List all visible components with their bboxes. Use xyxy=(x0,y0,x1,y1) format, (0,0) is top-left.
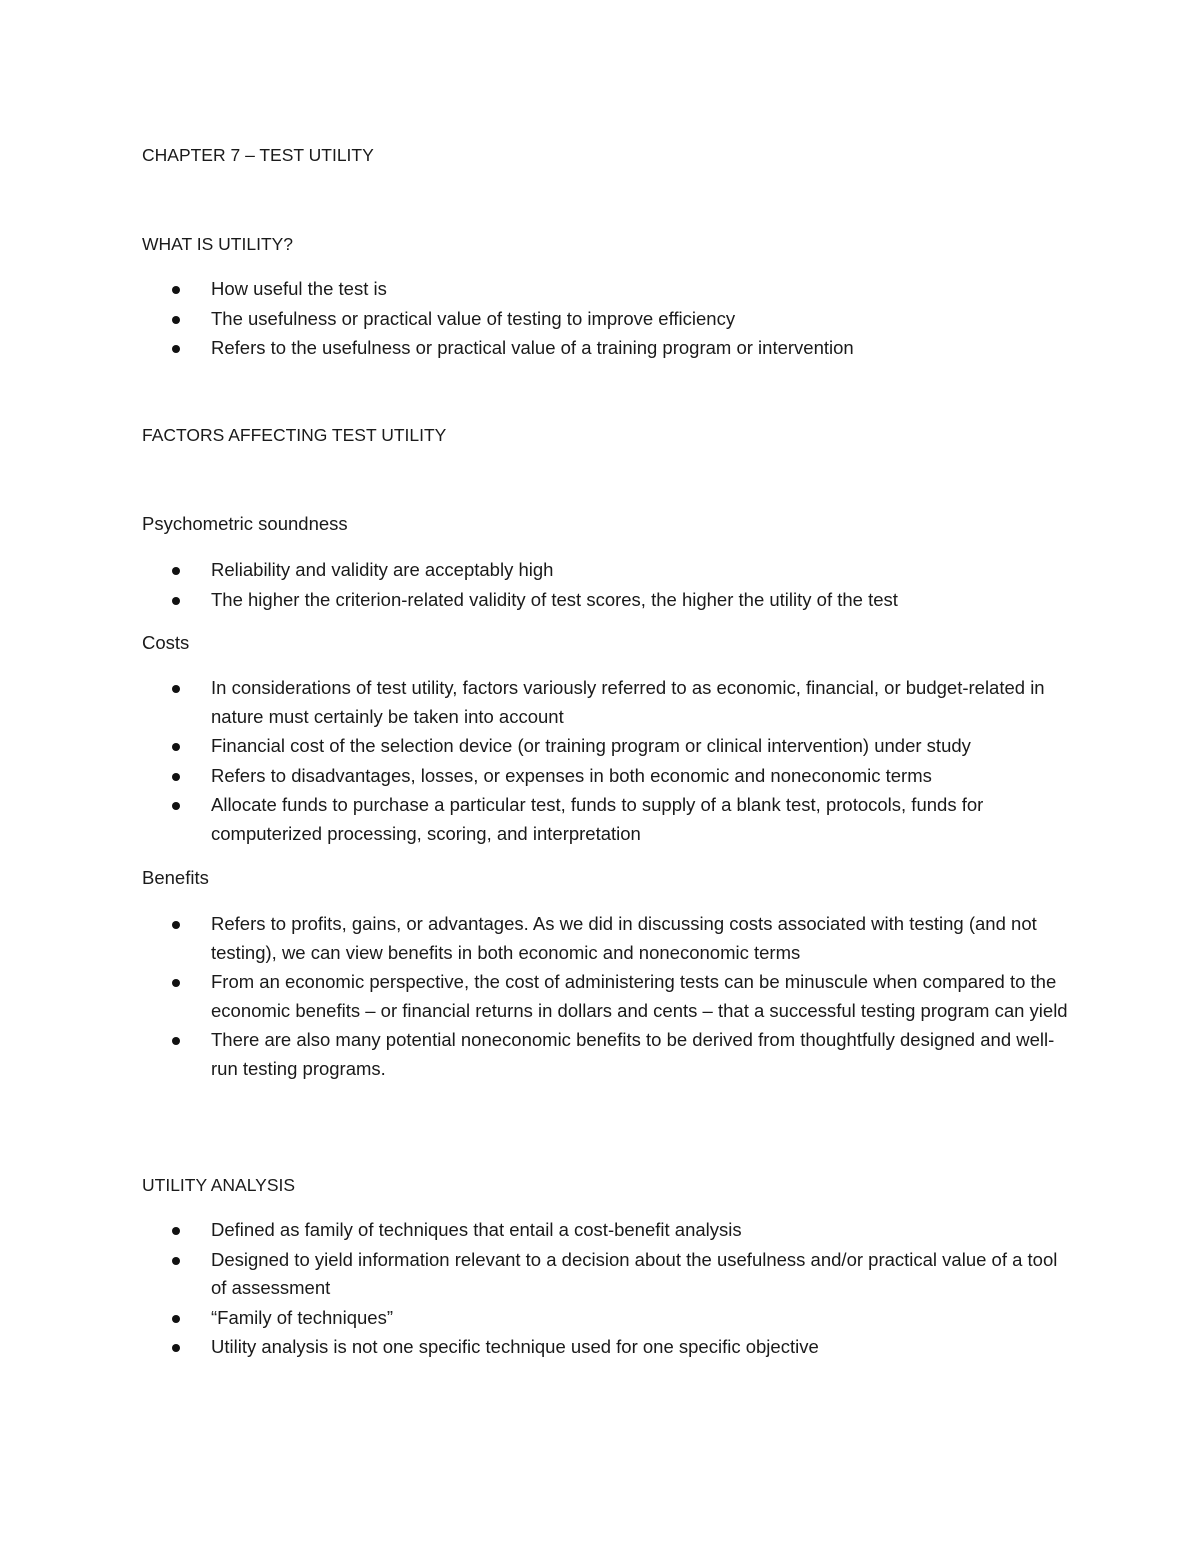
bullet-icon xyxy=(172,316,180,324)
list-item-text: “Family of techniques” xyxy=(211,1306,393,1328)
bullet-icon xyxy=(172,345,180,353)
costs-list xyxy=(0,674,1200,849)
list-item-text: Designed to yield information relevant to a decision about the usefulness and/or practical value of a tool of assessment xyxy=(211,1248,1058,1298)
list-item-text: Utility analysis is not one specific technique used for one specific objective xyxy=(211,1336,819,1357)
list-item-text: Refers to disadvantages, losses, or expenses in both economic and noneconomic terms xyxy=(211,764,932,786)
list-item xyxy=(0,556,1200,585)
list-item xyxy=(0,275,1200,304)
bullet-icon xyxy=(172,979,180,987)
bullet-icon xyxy=(172,1037,180,1045)
list-item xyxy=(0,968,1200,1025)
list-item-text: Refers to profits, gains, or advantages. As we did in discussing costs associated with testing (and not testing), we can view benefits in both economic and noneconomic terms xyxy=(211,913,1037,963)
bullet-icon xyxy=(172,1227,180,1235)
bullet-icon xyxy=(172,921,180,929)
list-item-text: Financial cost of the selection device (or training program or clinical intervention) under study xyxy=(211,735,971,756)
list-item-text: The higher the criterion-related validity of test scores, the higher the utility of the test xyxy=(211,588,898,610)
list-item xyxy=(0,732,1200,761)
bullet-icon xyxy=(172,567,180,575)
list-item-text: Reliability and validity are acceptably high xyxy=(211,559,554,580)
list-item xyxy=(0,910,1200,967)
list-item-text: From an economic perspective, the cost of administering tests can be minuscule when compared to the economic benefits – or financial returns in dollars and cents – that a successful testing program can yield xyxy=(211,971,1068,1021)
list-item xyxy=(0,674,1200,731)
what-is-utility-list xyxy=(0,275,1200,364)
bullet-icon xyxy=(172,1315,180,1323)
psychometric-list xyxy=(0,556,1200,615)
bullet-icon xyxy=(172,286,180,294)
section-heading-factors: FACTORS AFFECTING TEST UTILITY xyxy=(142,425,447,445)
list-item xyxy=(0,1026,1200,1083)
chapter-title: CHAPTER 7 – TEST UTILITY xyxy=(142,145,374,165)
bullet-icon xyxy=(172,597,180,605)
subheading-benefits: Benefits xyxy=(142,867,209,888)
list-item xyxy=(0,1304,1200,1333)
bullet-icon xyxy=(172,1257,180,1265)
list-item-text: Refers to the usefulness or practical value of a training program or intervention xyxy=(211,337,854,358)
list-item xyxy=(0,334,1200,363)
bullet-icon xyxy=(172,1344,180,1352)
bullet-icon xyxy=(172,773,180,781)
bullet-icon xyxy=(172,802,180,810)
list-item xyxy=(0,1333,1200,1362)
list-item xyxy=(0,305,1200,334)
list-item xyxy=(0,586,1200,615)
list-item-text: The usefulness or practical value of testing to improve efficiency xyxy=(211,307,736,329)
section-heading-utility-analysis: UTILITY ANALYSIS xyxy=(142,1175,296,1195)
utility-analysis-list xyxy=(0,1216,1200,1363)
list-item-text: How useful the test is xyxy=(211,278,387,299)
list-item-text: There are also many potential noneconomic benefits to be derived from thoughtfully designed and well-run testing programs. xyxy=(211,1029,1055,1079)
subheading-costs: Costs xyxy=(142,632,190,653)
subheading-psychometric-soundness: Psychometric soundness xyxy=(142,513,348,534)
benefits-list xyxy=(0,910,1200,1084)
list-item xyxy=(0,791,1200,848)
bullet-icon xyxy=(172,743,180,751)
list-item-text: Allocate funds to purchase a particular test, funds to supply of a blank test, protocols, funds for computerized processing, scoring, and interpretation xyxy=(211,794,984,844)
list-item xyxy=(0,1216,1200,1245)
list-item xyxy=(0,762,1200,791)
list-item xyxy=(0,1246,1200,1303)
list-item-text: In considerations of test utility, factors variously referred to as economic, financial, or budget-related in nature must certainly be taken into account xyxy=(211,677,1045,727)
list-item-text: Defined as family of techniques that entail a cost-benefit analysis xyxy=(211,1219,742,1240)
section-heading-what-is-utility: WHAT IS UTILITY? xyxy=(142,234,294,254)
bullet-icon xyxy=(172,685,180,693)
